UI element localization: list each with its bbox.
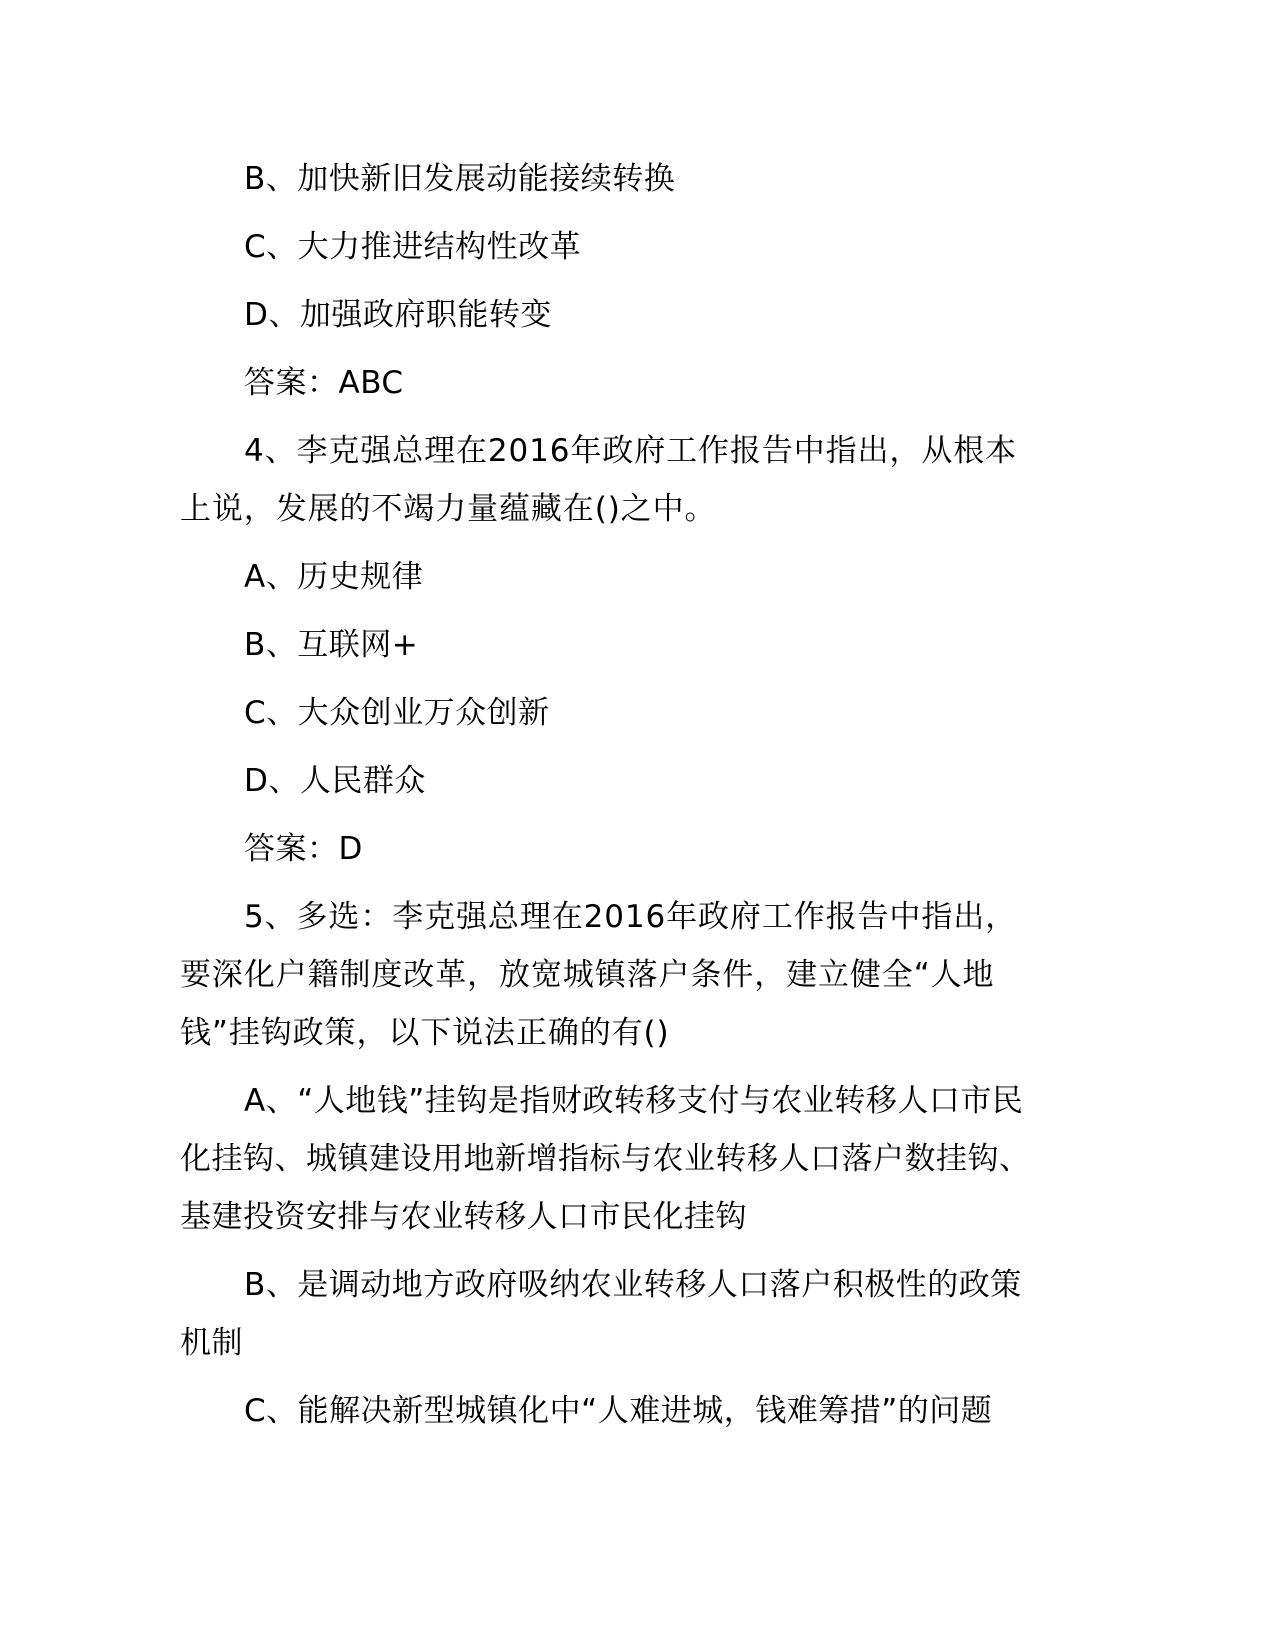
option-c-q4: C、大众创业万众创新 bbox=[244, 695, 550, 731]
option-b-q3: B、加快新旧发展动能接续转换 bbox=[244, 161, 676, 197]
document-body bbox=[180, 150, 1040, 1450]
question-4: 4、李克强总理在2016年政府工作报告中指出，从根本上说，发展的不竭力量蕴藏在()之中。 bbox=[180, 433, 1018, 527]
option-b-q4: B、互联网+ bbox=[244, 627, 419, 663]
question-5: 5、多选：李克强总理在2016年政府工作报告中指出，要深化户籍制度改革，放宽城镇落户条件，建立健全“人地钱”挂钩政策，以下说法正确的有() bbox=[180, 899, 1018, 1051]
option-d-q4: D、人民群众 bbox=[244, 763, 426, 799]
option-c-q3: C、大力推进结构性改革 bbox=[244, 229, 582, 265]
option-c-q5: C、能解决新型城镇化中“人难进城，钱难筹措”的问题 bbox=[244, 1393, 993, 1429]
option-b-q5: B、是调动地方政府吸纳农业转移人口落户积极性的政策机制 bbox=[180, 1267, 1022, 1361]
answer-q4: 答案：D bbox=[244, 831, 363, 867]
option-a-q4: A、历史规律 bbox=[244, 559, 424, 595]
option-d-q3: D、加强政府职能转变 bbox=[244, 297, 552, 333]
option-a-q5: A、“人地钱”挂钩是指财政转移支付与农业转移人口市民化挂钩、城镇建设用地新增指标与农业转移人口落户数挂钩、基建投资安排与农业转移人口市民化挂钩 bbox=[180, 1083, 1031, 1235]
answer-q3: 答案：ABC bbox=[244, 365, 404, 401]
